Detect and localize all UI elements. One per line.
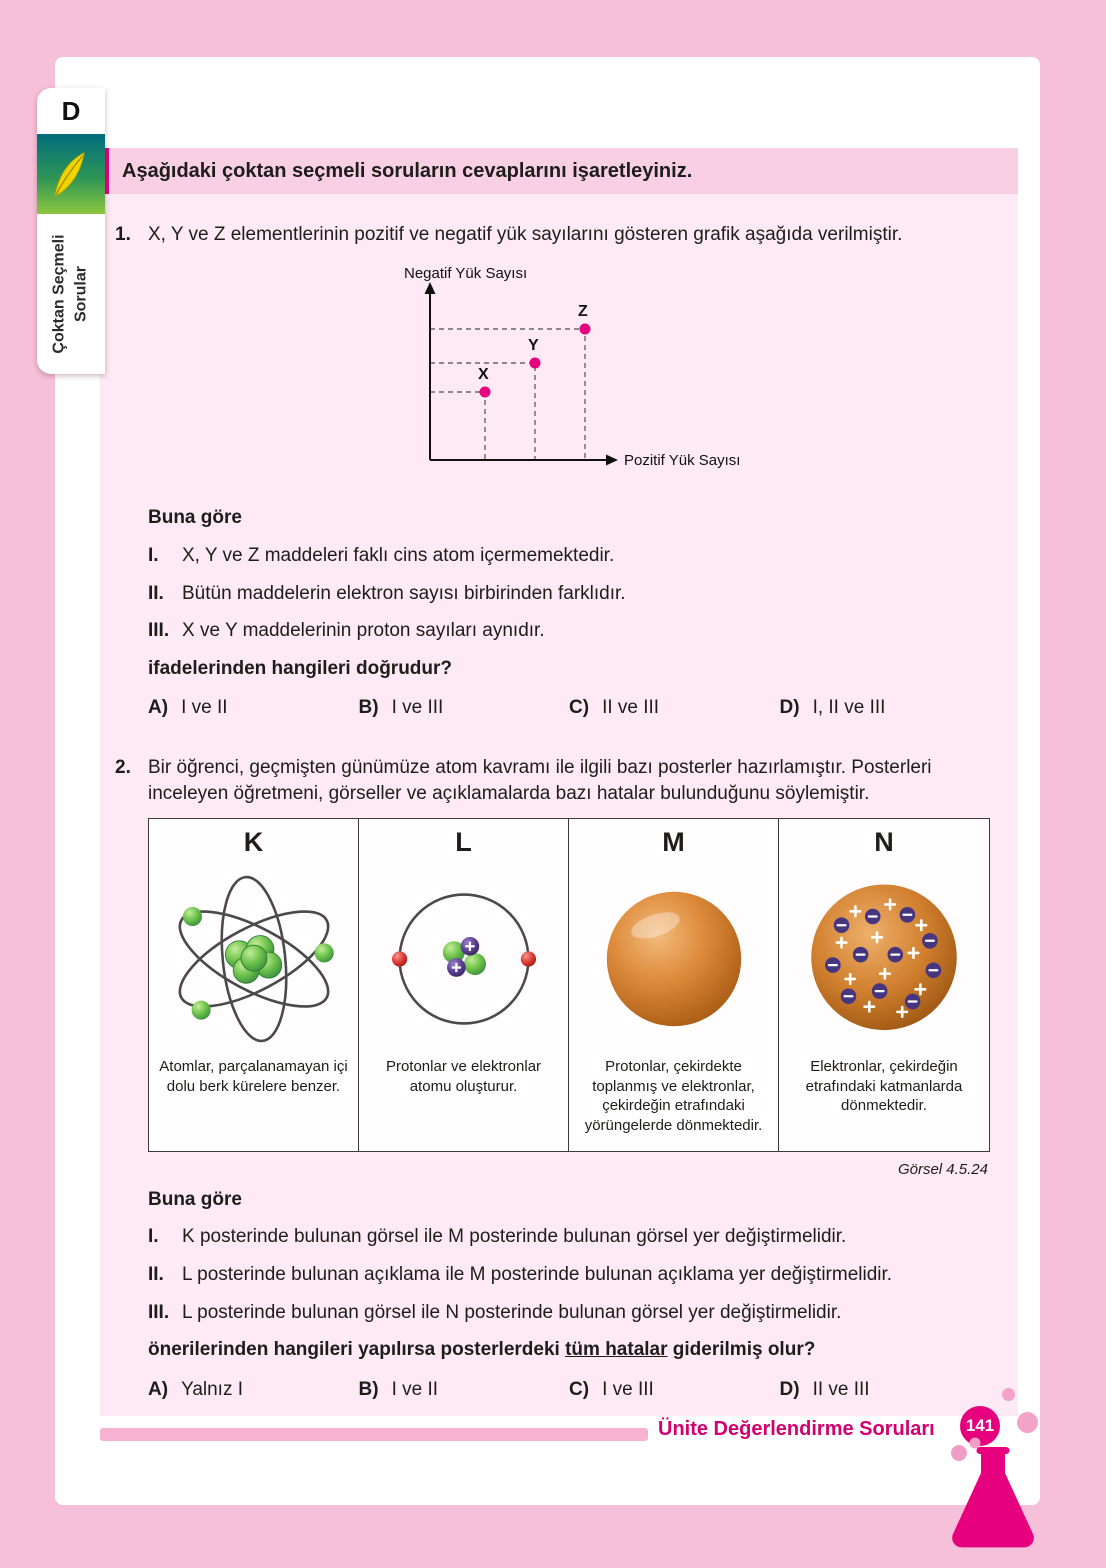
poster-l-label: L [455, 827, 472, 858]
statement-text: X, Y ve Z maddeleri faklı cins atom içermemektedir. [182, 544, 615, 566]
q1-option-b [359, 695, 570, 721]
sidebar-tab [37, 88, 105, 374]
statement-text: X ve Y maddelerinin proton sayıları aynıdır. [182, 620, 545, 642]
sidebar-label-line2: Sorular [73, 266, 90, 323]
sidebar-label-line1: Çoktan Seçmeli [50, 234, 68, 354]
x-axis-label: Pozitif Yük Sayısı [624, 451, 741, 469]
statement-label: II. [148, 1263, 164, 1285]
feather-icon [49, 145, 93, 203]
q1-statement-3 [148, 618, 990, 644]
q1-option-d [780, 695, 991, 721]
poster-k-caption: Atomlar, parçalanamayan içi dolu berk kürelere benzer. [159, 1057, 348, 1095]
question-2-number: 2. [115, 757, 131, 779]
tab-letter: D [61, 95, 81, 126]
poster-n-caption: Elektronlar, çekirdeğin etrafındaki katmanlarda dönmektedir. [805, 1057, 963, 1115]
instruction-text: Aşağıdaki çoktan seçmeli soruların cevaplarını işaretleyiniz. [122, 159, 693, 182]
statement-text: L posterinde bulunan açıklama ile M posterinde bulunan açıklama yer değiştirmelidir. [182, 1263, 893, 1285]
charge-graph-svg [396, 262, 756, 490]
option-label: C) [569, 697, 590, 719]
option-text: Yalnız I [181, 1378, 244, 1400]
option-text: I ve II [181, 697, 228, 719]
footer-bar [100, 1428, 648, 1441]
question-suffix: giderilmiş olur? [667, 1339, 816, 1361]
poster-l-caption: Protonlar ve elektronlar atomu oluşturur. [385, 1057, 542, 1095]
q1-statement-2 [148, 581, 990, 607]
option-label: D) [779, 1378, 800, 1400]
poster-table [148, 818, 990, 1152]
poster-n-image-area [793, 861, 975, 1057]
option-label: D) [779, 697, 800, 719]
decorative-dot-small [1002, 1388, 1015, 1401]
statement-label: II. [148, 582, 164, 604]
point-z-label: Z [578, 302, 588, 320]
panel-content [100, 218, 1018, 1403]
tab-gradient-block [37, 134, 105, 214]
poster-m [569, 819, 779, 1151]
statement-label: III. [148, 1301, 170, 1323]
poster-l-image-area [375, 861, 553, 1057]
option-label: A) [148, 697, 169, 719]
poster-m-image-area [590, 861, 758, 1057]
q2-options [148, 1377, 990, 1403]
q2-option-c [569, 1377, 780, 1403]
option-text: I, II ve III [812, 697, 886, 719]
y-axis-arrow-icon [425, 282, 436, 294]
q1-option-c [569, 695, 780, 721]
atom-orbits-model-icon [163, 868, 345, 1050]
single-orbit-atom-model-icon [375, 870, 553, 1048]
poster-n-label: N [874, 827, 894, 858]
point-y-label: Y [528, 336, 539, 354]
question-1 [115, 222, 990, 721]
question-panel [100, 148, 1018, 1416]
q2-option-b [359, 1377, 570, 1403]
option-text: II ve III [602, 697, 660, 719]
option-label: A) [148, 1378, 169, 1400]
q2-option-d [780, 1377, 991, 1403]
x-axis-arrow-icon [606, 454, 618, 465]
q2-statement-3 [148, 1300, 990, 1326]
option-label: C) [569, 1378, 590, 1400]
poster-n [779, 819, 989, 1151]
q2-statement-1 [148, 1224, 990, 1250]
erlenmeyer-flask-icon [933, 1437, 1053, 1563]
y-axis-label: Negatif Yük Sayısı [404, 264, 528, 282]
statement-text: K posterinde bulunan görsel ile M posterinde bulunan görsel yer değiştirmelidir. [182, 1226, 847, 1248]
statement-text: L posterinde bulunan görsel ile N posterinde bulunan görsel yer değiştirmelidir. [182, 1301, 842, 1323]
question-prefix: önerilerinden hangileri yapılırsa posterlerdeki [148, 1339, 566, 1361]
q1-question-line: ifadelerinden hangileri doğrudur? [148, 657, 453, 679]
q2-question-line [148, 1337, 990, 1363]
page-card [55, 57, 1040, 1505]
poster-l [359, 819, 569, 1151]
q1-statement-1 [148, 543, 990, 569]
option-label: B) [358, 697, 379, 719]
decorative-dot-large [1017, 1412, 1038, 1433]
dashed-guides [430, 329, 585, 460]
poster-m-caption: Protonlar, çekirdekte toplanmış ve elektronlar, çekirdeğin etrafındaki yörüngelerde dönmektedir. [584, 1057, 763, 1135]
question-underlined: tüm hatalar [565, 1339, 668, 1361]
q1-heading: Buna göre [148, 507, 242, 529]
option-label: B) [358, 1378, 379, 1400]
question-2 [115, 755, 990, 1402]
tab-label-area [37, 214, 105, 374]
question-2-text: Bir öğrenci, geçmişten günümüze atom kavramı ile ilgili bazı posterler hazırlamıştır. Posterleri inceleyen öğretmeni, görseller ve açıklamalarda bazı hatalar bulunduğunu söylemiştir. [148, 757, 932, 804]
plum-pudding-model-icon [793, 868, 975, 1050]
option-text: II ve III [812, 1378, 870, 1400]
flask-corner-graphic [933, 1437, 1053, 1568]
option-text: I ve II [391, 1378, 439, 1400]
question-1-text: X, Y ve Z elementlerinin pozitif ve negatif yük sayılarını gösteren grafik aşağıda verilmiştir. [148, 224, 903, 245]
q2-statement-2 [148, 1262, 990, 1288]
q1-options [148, 695, 990, 721]
image-caption: Görsel 4.5.24 [897, 1161, 988, 1179]
poster-m-label: M [662, 827, 685, 858]
point-x-label: X [478, 365, 489, 383]
page-number-badge: 141 [960, 1406, 1000, 1446]
q2-option-a [148, 1377, 359, 1403]
statement-label: I. [148, 544, 159, 566]
poster-k [149, 819, 359, 1151]
q2-heading: Buna göre [148, 1188, 242, 1210]
charge-graph [396, 262, 990, 498]
statement-label: I. [148, 1226, 159, 1248]
statement-text: Bütün maddelerin elektron sayısı birbirinden farklıdır. [182, 582, 626, 604]
option-text: I ve III [391, 697, 444, 719]
question-1-number: 1. [115, 224, 131, 245]
solid-sphere-model-icon [590, 875, 758, 1043]
poster-k-image-area [163, 861, 345, 1057]
sidebar-label [49, 234, 94, 353]
option-text: I ve III [602, 1378, 654, 1400]
instruction-strip [100, 148, 1018, 194]
poster-k-label: K [243, 827, 264, 858]
q1-option-a [148, 695, 359, 721]
statement-label: III. [148, 620, 170, 642]
footer-section-label: Ünite Değerlendirme Soruları [658, 1418, 935, 1440]
